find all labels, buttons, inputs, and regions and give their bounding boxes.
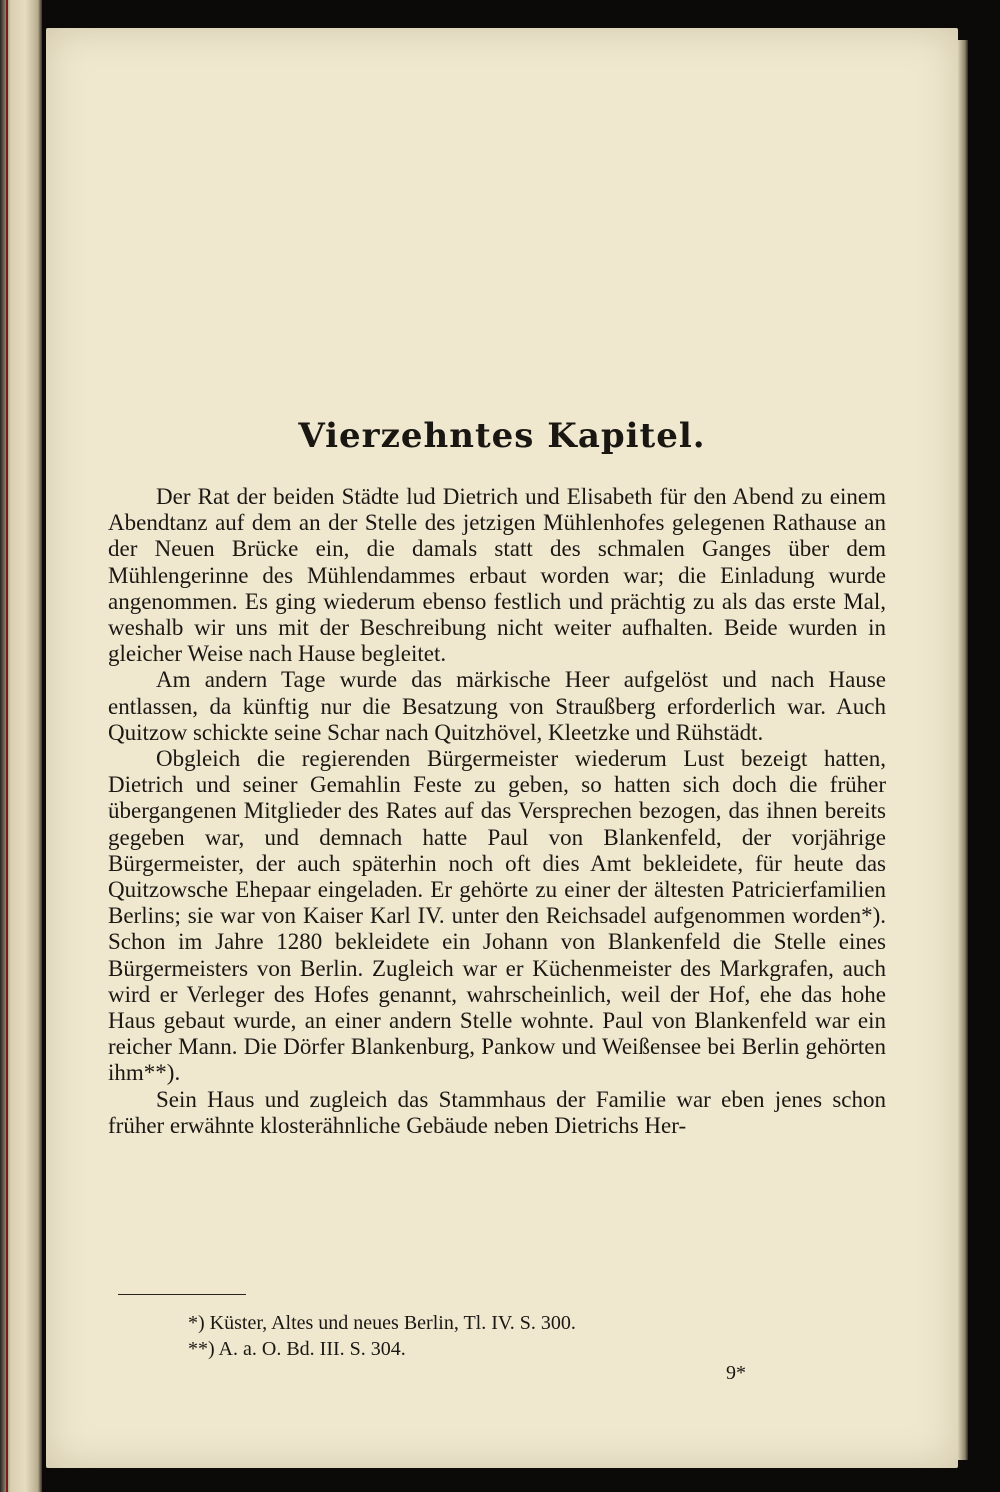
page-stack-edge xyxy=(958,40,968,1460)
adjacent-page-edge xyxy=(0,0,42,1492)
chapter-title: Vierzehntes Kapitel. xyxy=(298,416,706,456)
paragraph: Am andern Tage wurde das märkische Heer aufgelöst und nach Hause entlassen, da künftig nur die Besatzung von Straußberg erforderlich war. Auch Quitzow schickte seine Schar nach Quitzhövel, Kleetzke und Rühstädt. xyxy=(108,667,886,745)
paragraph: Sein Haus und zugleich das Stammhaus der Familie war eben jenes schon früher erwähnte klosterähnliche Gebäude neben Dietrichs Her- xyxy=(108,1086,886,1138)
footnotes xyxy=(108,1310,886,1362)
book-page xyxy=(46,28,958,1468)
body-text xyxy=(108,484,886,1139)
paragraph: Der Rat der beiden Städte lud Dietrich und Elisabeth für den Abend zu einem Abendtanz auf dem an der Stelle des jetzigen Mühlenhofes gelegenen Rathause an der Neuen Brücke ein, die damals statt des schmalen Ganges über dem Mühlengerinne des Mühlendammes erbaut worden war; die Einladung wurde angenommen. Es ging wiederum ebenso festlich und prächtig zu als das erste Mal, weshalb wir uns mit der Beschreibung nicht weiter aufhalten. Beide wurden in gleicher Weise nach Hause begleitet. xyxy=(108,484,886,667)
paragraph: Obgleich die regierenden Bürgermeister wiederum Lust bezeigt hatten, Dietrich und seiner Gemahlin Feste zu geben, so hatten sich doch die früher übergangenen Mitglieder des Rates auf das Versprechen bezogen, das ihnen bereits gegeben war, und demnach hatte Paul von Blankenfeld, der vorjährige Bürgermeister, der auch späterhin noch oft dies Amt bekleidete, für heute das Quitzowsche Ehepaar eingeladen. Er gehörte zu einer der ältesten Patricierfamilien Berlins; sie war von Kaiser Karl IV. unter den Reichsadel aufgenommen worden*). Schon im Jahre 1280 bekleidete ein Johann von Blankenfeld die Stelle eines Bürgermeisters von Berlin. Zugleich war er Küchenmeister des Markgrafen, auch wird er Verleger des Hofes genannt, wahrscheinlich, weil der Hof, ehe das hohe Haus gebaut wurde, an einer andern Stelle wohnte. Paul von Blankenfeld war ein reicher Mann. Die Dörfer Blankenburg, Pankow und Weißensee bei Berlin gehörten ihm**). xyxy=(108,746,886,1086)
footnote-rule xyxy=(118,1294,246,1295)
page-folio: 9* xyxy=(726,1362,746,1384)
footnote: *) Küster, Altes und neues Berlin, Tl. IV. S. 300. xyxy=(188,1312,576,1334)
footnote: **) A. a. O. Bd. III. S. 304. xyxy=(188,1338,406,1360)
